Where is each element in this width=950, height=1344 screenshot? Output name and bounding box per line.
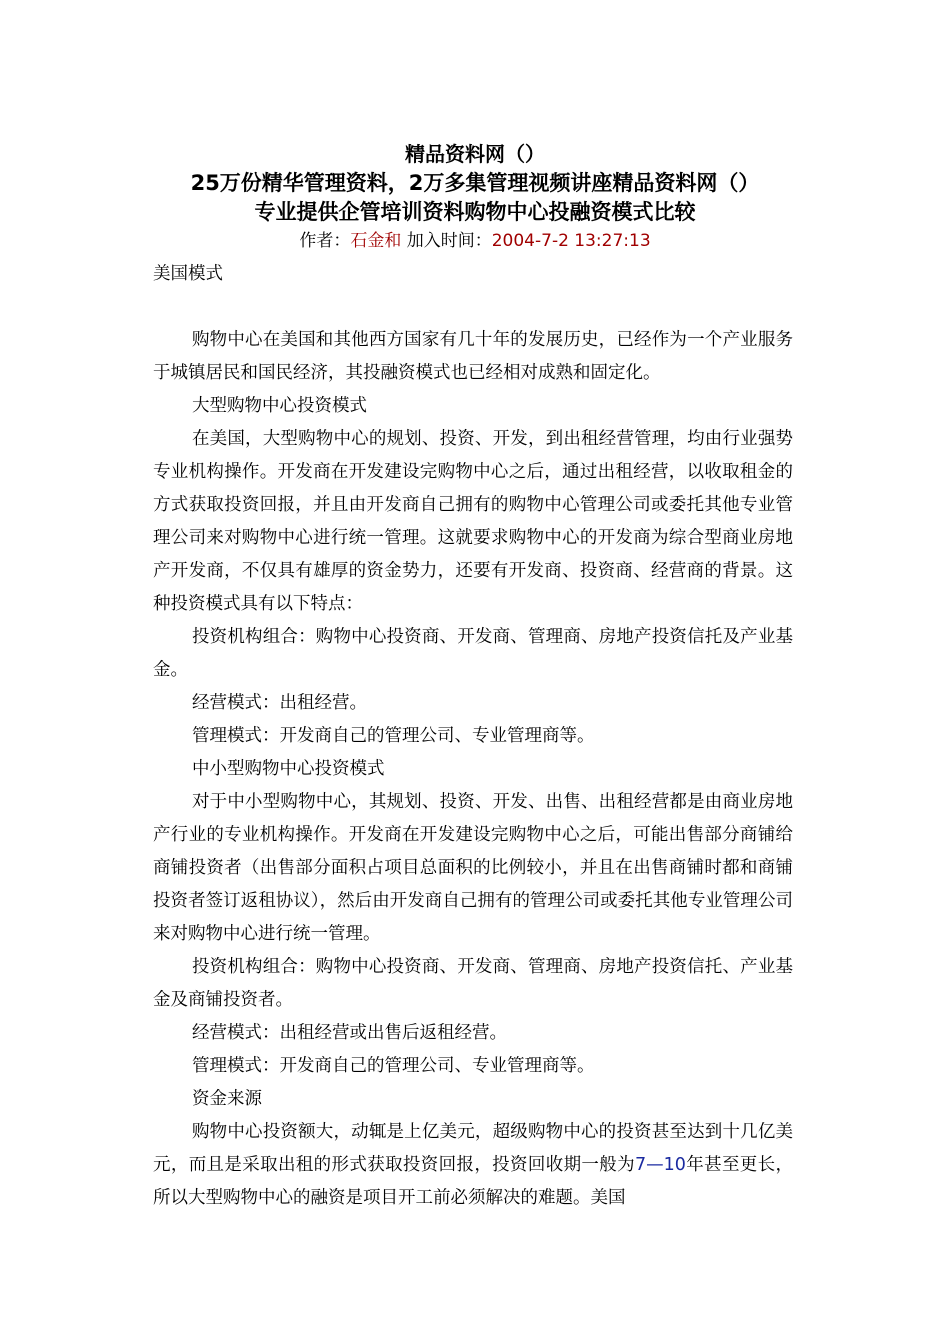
paragraph-funding bbox=[153, 1116, 793, 1215]
subheading-large-mall: 大型购物中心投资模式 bbox=[192, 396, 367, 416]
paragraph-small-mall: 对于中小型购物中心，其规划、投资、开发、出售、出租经营都是由商业房地产行业的专业机构操作。开发商在开发建设完购物中心之后，可能出售部分商铺给商铺投资者（出售部分面积占项目总面积的比例较小，并且在出售商铺时都和商铺投资者签订返租协议），然后由开发商自己拥有的管理公司或委托其他专业管理公司来对购物中心进行统一管理。 bbox=[153, 792, 793, 944]
site-name-line: 精品资料网（） bbox=[405, 142, 545, 166]
large-mall-management-mode: 管理模式：开发商自己的管理公司、专业管理商等。 bbox=[192, 726, 595, 746]
byline bbox=[0, 227, 950, 255]
payback-period-number: 7—10 bbox=[634, 1155, 686, 1175]
author-label: 作者： bbox=[299, 231, 351, 251]
small-mall-operation-mode: 经营模式：出租经营或出售后返租经营。 bbox=[192, 1023, 507, 1043]
promo-line: 25万份精华管理资料，2万多集管理视频讲座精品资料网（） bbox=[190, 171, 760, 195]
large-mall-investor-mix: 投资机构组合：购物中心投资商、开发商、管理商、房地产投资信托及产业基金。 bbox=[153, 627, 793, 680]
time-label: 加入时间： bbox=[406, 231, 492, 251]
document-title: 专业提供企管培训资料购物中心投融资模式比较 bbox=[254, 200, 696, 224]
subheading-small-mall: 中小型购物中心投资模式 bbox=[192, 759, 385, 779]
subheading-funding: 资金来源 bbox=[192, 1089, 262, 1109]
paragraph-intro: 购物中心在美国和其他西方国家有几十年的发展历史，已经作为一个产业服务于城镇居民和国民经济，其投融资模式也已经相对成熟和固定化。 bbox=[153, 330, 793, 383]
small-mall-management-mode: 管理模式：开发商自己的管理公司、专业管理商等。 bbox=[192, 1056, 595, 1076]
small-mall-investor-mix: 投资机构组合：购物中心投资商、开发商、管理商、房地产投资信托、产业基金及商铺投资者。 bbox=[153, 957, 793, 1010]
article-body bbox=[153, 258, 793, 1215]
author-name: 石金和 bbox=[350, 231, 402, 251]
funding-text-a: 购物中心投资额大，动辄是上亿美元，超级购物中心的投资甚至达到十几亿美元，而且是采取出租的形式获取投资回报，投资回收期一般为 bbox=[153, 1122, 793, 1175]
section-heading-us: 美国模式 bbox=[153, 264, 223, 284]
blank-line bbox=[153, 291, 793, 324]
large-mall-operation-mode: 经营模式：出租经营。 bbox=[192, 693, 367, 713]
publish-time: 2004-7-2 13:27:13 bbox=[491, 231, 651, 251]
funding-text-b: 年甚至更长，所以大型购物中心的融资是项目开工前必须解决的难题。美国 bbox=[153, 1155, 793, 1208]
document-header bbox=[0, 140, 950, 255]
paragraph-large-mall: 在美国，大型购物中心的规划、投资、开发，到出租经营管理，均由行业强势专业机构操作。开发商在开发建设完购物中心之后，通过出租经营，以收取租金的方式获取投资回报，并且由开发商自己拥有的购物中心管理公司或委托其他专业管理公司来对购物中心进行统一管理。这就要求购物中心的开发商为综合型商业房地产开发商，不仅具有雄厚的资金势力，还要有开发商、投资商、经营商的背景。这种投资模式具有以下特点： bbox=[153, 429, 793, 614]
